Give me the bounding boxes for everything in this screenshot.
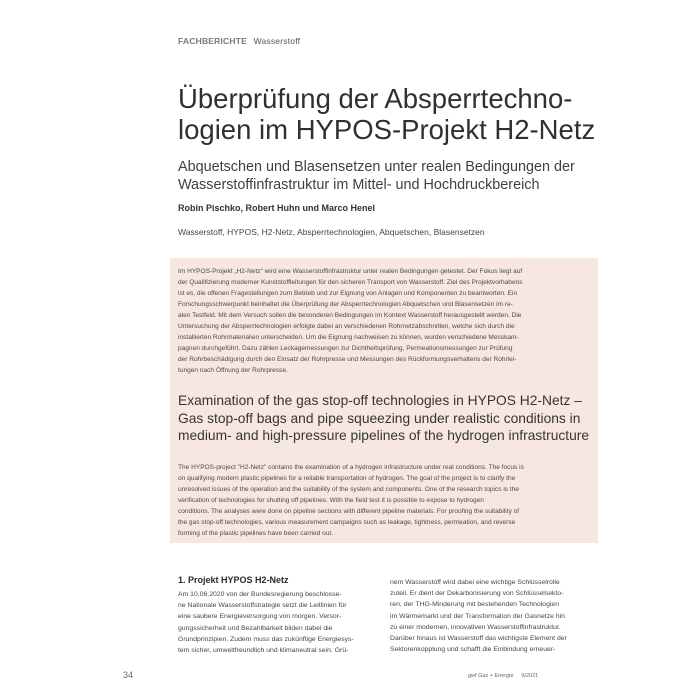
article-subtitle: Abquetschen und Blasensetzen unter realen Bedingungen der Wasserstoffinfrastruktur im Mittel- und Hochdruckbereich xyxy=(178,159,575,193)
abstract-german: Im HYPOS-Projekt „H2-Netz“ wird eine Wasserstoffinfrastruktur unter realen Bedingungen getestet. Der Fokus liegt auf der Qualifizierung moderner Kunststoffleitungen für den sicheren Transport von Wasserstoff. Ziel des Projektvorhabens ist es, die offenen Fragestellungen zum Betrieb und zur Eignung von Anlagen und Komponenten zu beantworten. Ein Forschungsschwerpunkt beinhaltet die Überprüfung der Absperrtechnologien Abquetschen und Blasensetzen im re- alen Testfeld. Mit dem Versuch sollen die besonderen Bedingungen im Kontext Wasserstoff herausgestellt werden. Die Untersuchung der Absperrtechnologien erfolgte dabei an verschiedenen Rohrnetzabschnitten, welche sich durch die installierten Rohrmaterialien unterscheiden. Um die Eignung nachweisen zu können, wurden verschiedene Messkam- pagnen durchgeführt. Dazu zählen Leckagemessungen zur Dichtheitsprüfung, Permeationsmessungen zur Prüfung der Rohrbeschädigung durch den Einsatz der Rohrpresse und Messungen des Rückformungsverhaltens der Rohrlei- tungen nach Öffnung der Rohrpresse. xyxy=(178,268,523,374)
abstract-english: The HYPOS-project "H2-Netz" contains the examination of a hydrogen infrastructure under real conditions. The focus is on qualifying modern plastic pipelines for a reliable transportation of hydrogen. The goal of the project is to clarify the unresolved issues of the operation and the suitability of the system and components. One of the research topics is the verification of technologies for shutting off pipelines. With the field test it is possible to expose to hydrogen conditions. The analyses were done on pipeline sections with different pipeline materials. For proofing the suitability of the gas stop-off technologies, various measurement campaigns such as leakage, tightness, permeation, and reverse forming of the plastic pipelines have been carried out. xyxy=(178,464,524,537)
journal-issue: 9/2021 xyxy=(521,673,539,679)
header-category: FACHBERICHTE xyxy=(178,36,247,46)
article-authors: Robin Pischko, Robert Huhn und Marco Henel xyxy=(178,203,376,213)
running-header xyxy=(178,36,300,46)
english-title: Examination of the gas stop-off technologies in HYPOS H2-Netz – Gas stop-off bags and pipe squeezing under realistic conditions in medium- and high-pressure pipelines of the hydrogen infrastructure xyxy=(178,393,590,443)
page-number: 34 xyxy=(123,670,134,680)
body-column-right: nem Wasserstoff wird dabei eine wichtige Schlüsselrolle zuteil. Er dient der Dekarbonisierung von Schlüsselsekto- ren, der THG-Minderung mit bestehenden Technologien im Wärmemarkt und der Transformation der Gasnetze hin zu einer modernen, innovativen Wasserstoffinfrastruktur. Darüber hinaus ist Wasserstoff das wichtigste Element der Sektorenkopplung und schafft die Einbindung erneuer- xyxy=(390,579,567,654)
header-subcategory: Wasserstoff xyxy=(253,36,301,46)
journal-footer xyxy=(468,673,538,679)
section-heading: 1. Projekt HYPOS H2-Netz xyxy=(178,575,289,585)
body-column-left: Am 10.06.2020 von der Bundesregierung beschlosse- ne Nationale Wasserstoffstrategie setzt die Leitlinien für eine saubere Energieversorgung von morgen. Versor- gungssicherheit und Bezahlbarkeit bilden dabei die Grundprinzipien. Zudem muss das zukünftige Energiesys- tem sicher, umweltfreundlich und klimaneutral sein. Grü- xyxy=(178,591,354,655)
article-keywords: Wasserstoff, HYPOS, H2-Netz, Absperrtechnologien, Abquetschen, Blasensetzen xyxy=(178,227,485,237)
journal-name: gwf Gas + Energie xyxy=(468,673,514,679)
article-title: Überprüfung der Absperrtechno- logien im HYPOS-Projekt H2-Netz xyxy=(178,83,596,145)
